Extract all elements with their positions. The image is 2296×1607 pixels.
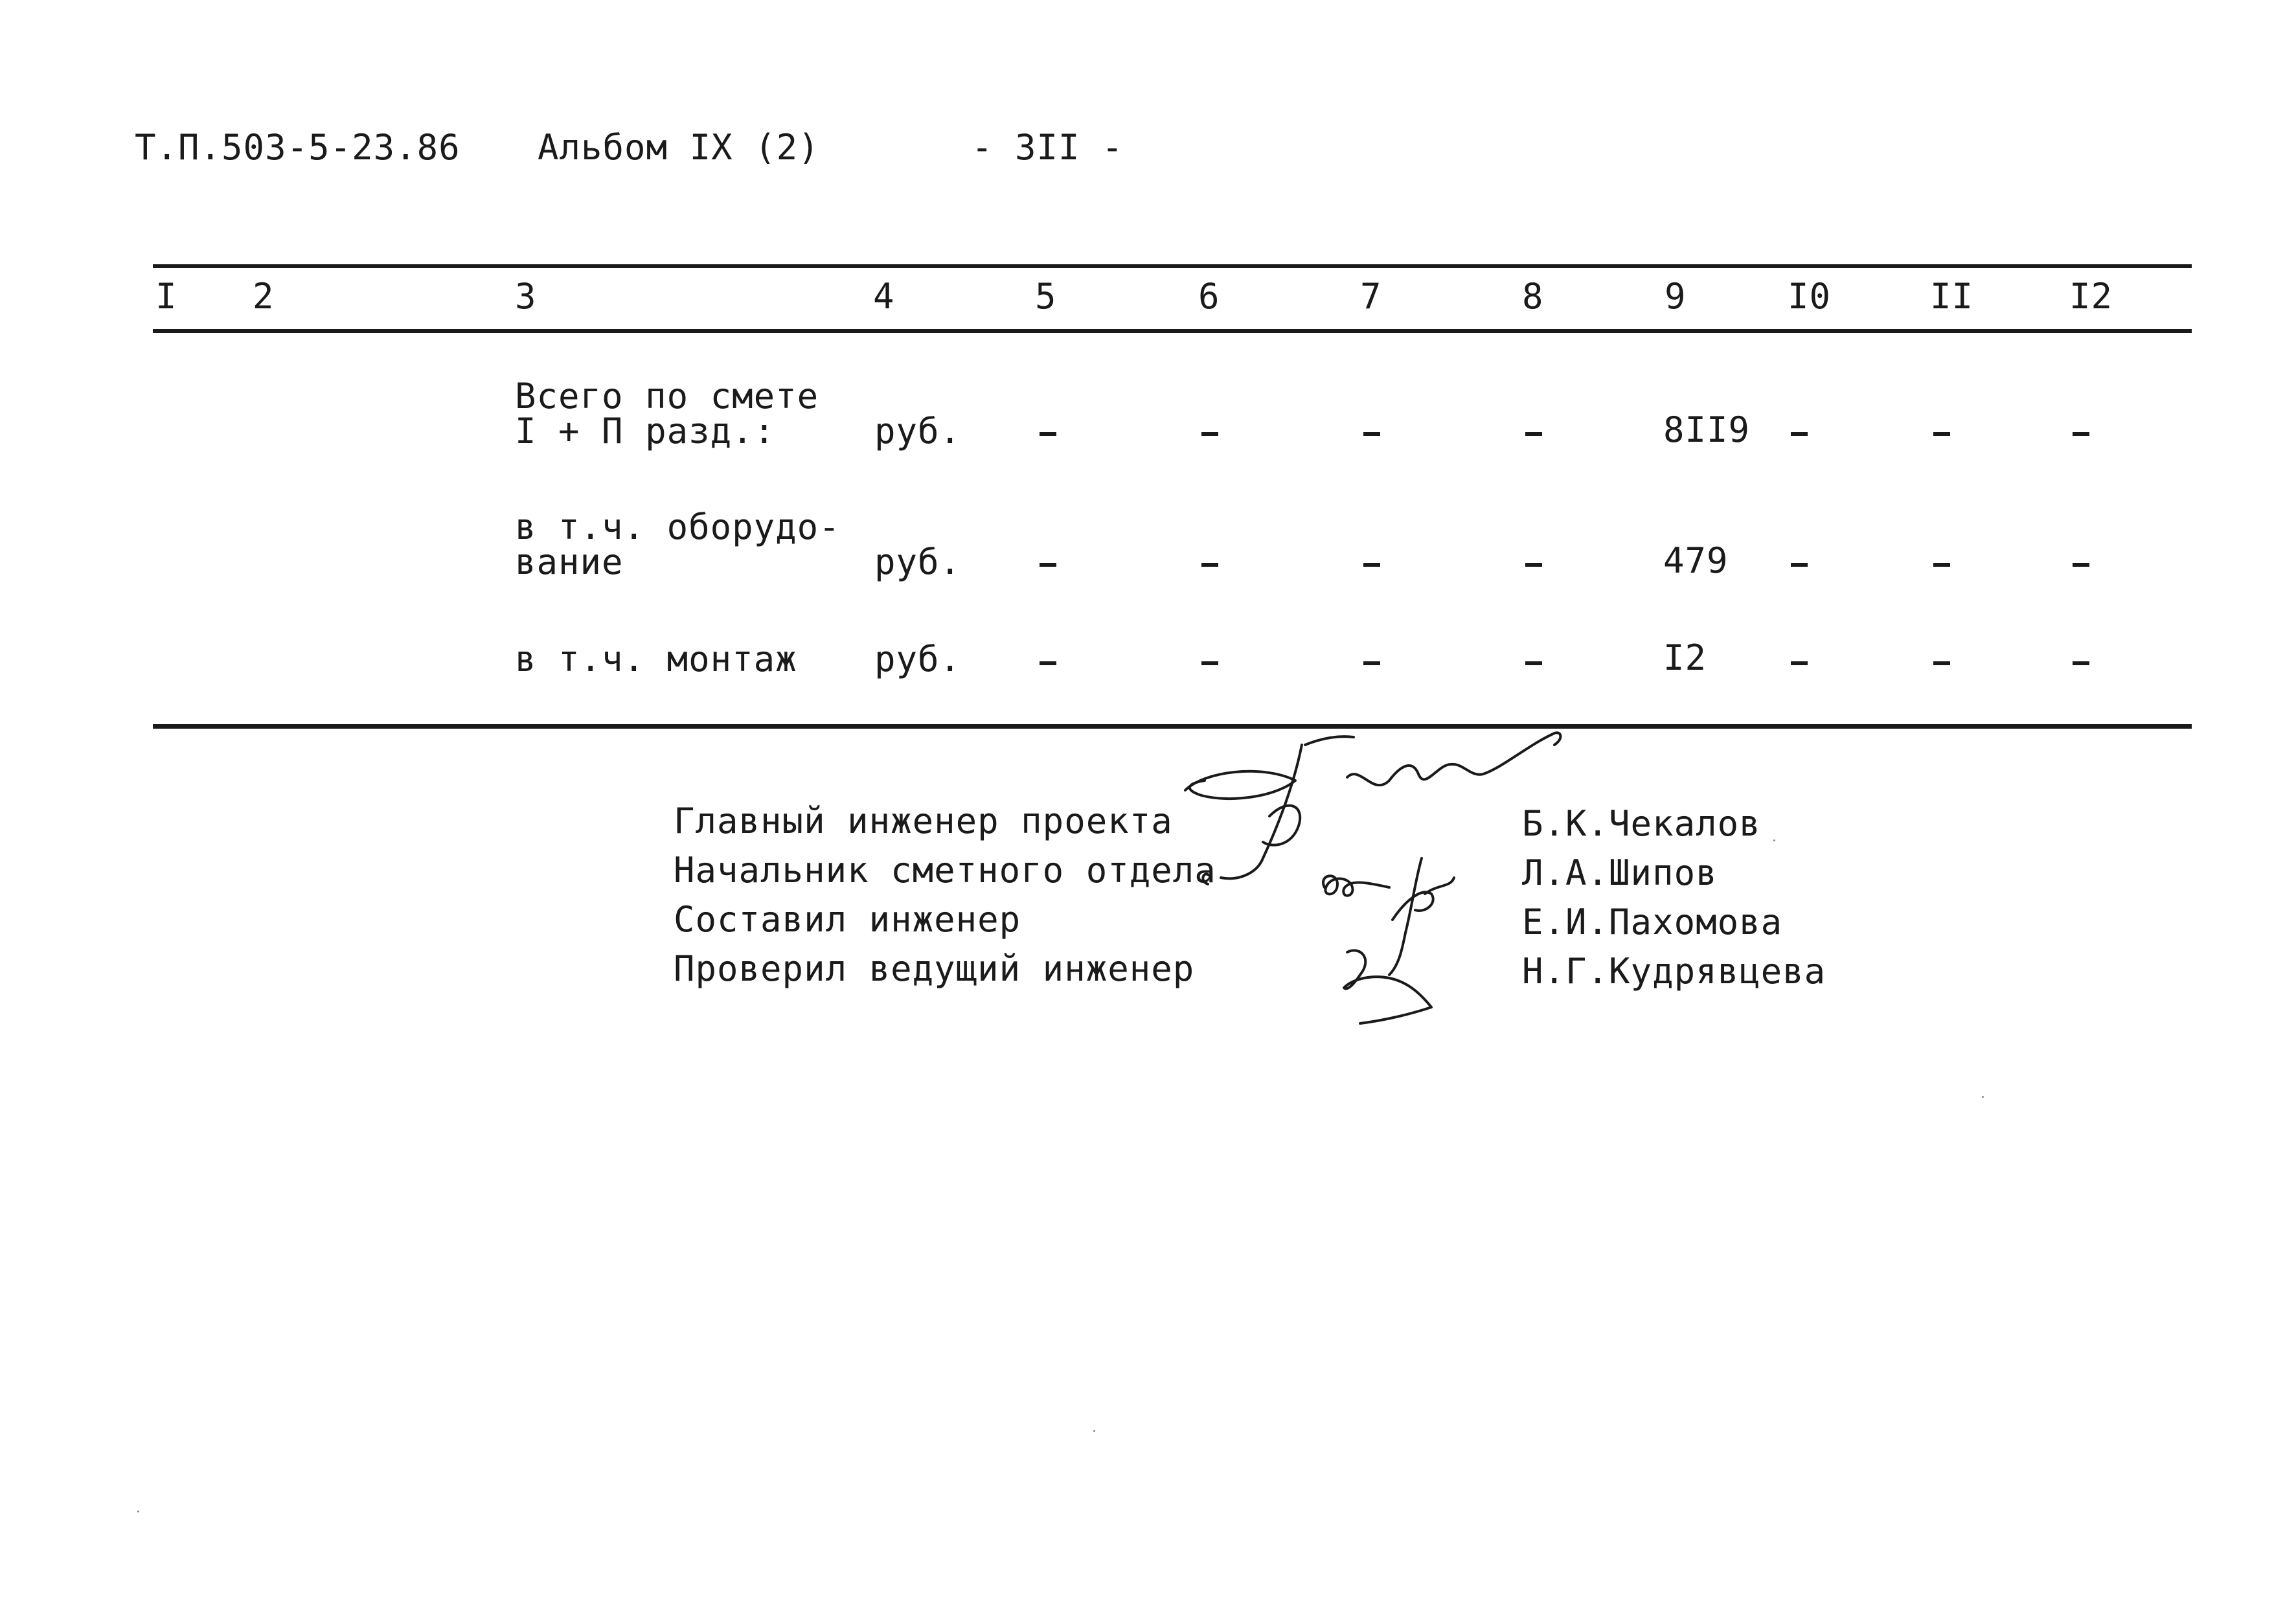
empty-cell-dash	[1525, 661, 1542, 665]
table-header-rule	[153, 329, 2192, 333]
column-number: I	[155, 276, 177, 317]
empty-cell-dash	[1040, 563, 1056, 567]
column-number: 5	[1035, 276, 1057, 317]
empty-cell-dash	[1791, 661, 1808, 665]
column-number: 4	[873, 276, 895, 317]
empty-cell-dash	[2073, 563, 2089, 567]
signer-role: Начальник сметного отдела	[674, 850, 1216, 891]
row-value: I2	[1663, 637, 1707, 678]
column-number: II	[1930, 276, 1974, 317]
signer-role: Составил инженер	[674, 899, 1021, 940]
empty-cell-dash	[1791, 432, 1808, 436]
empty-cell-dash	[1040, 661, 1056, 665]
empty-cell-dash	[1525, 563, 1542, 567]
row-value: 479	[1663, 540, 1729, 581]
scan-speck	[1093, 1430, 1095, 1432]
signer-role: Главный инженер проекта	[674, 801, 1173, 841]
row-name-line: вание	[515, 541, 624, 582]
album-title: Альбом IX (2)	[538, 127, 820, 168]
empty-cell-dash	[1201, 432, 1218, 436]
column-number: I0	[1788, 276, 1832, 317]
empty-cell-dash	[1791, 563, 1808, 567]
signer-name: Б.К.Чекалов	[1522, 803, 1761, 844]
scan-speck	[137, 1510, 139, 1512]
row-value: 8II9	[1663, 409, 1751, 450]
column-number: 8	[1522, 276, 1544, 317]
scan-speck	[1982, 1096, 1984, 1098]
empty-cell-dash	[1201, 661, 1218, 665]
empty-cell-dash	[1933, 661, 1950, 665]
signer-name: Л.А.Шипов	[1522, 852, 1718, 893]
page-number: - 3II -	[972, 127, 1124, 168]
empty-cell-dash	[1933, 432, 1950, 436]
row-unit: руб.	[874, 411, 962, 451]
row-name-line: I + П разд.:	[515, 411, 776, 451]
row-unit: руб.	[874, 541, 962, 582]
empty-cell-dash	[1363, 661, 1380, 665]
signer-name: Е.И.Пахомова	[1522, 902, 1783, 942]
empty-cell-dash	[1201, 563, 1218, 567]
handwritten-signature	[1166, 719, 1658, 1043]
empty-cell-dash	[1933, 563, 1950, 567]
column-number: 9	[1665, 276, 1687, 317]
signer-role: Проверил ведущий инженер	[674, 948, 1195, 989]
row-name-line: Всего по смете	[515, 376, 819, 416]
document-code: Т.П.503-5-23.86	[135, 127, 460, 168]
empty-cell-dash	[2073, 432, 2089, 436]
row-name-line: в т.ч. монтаж	[515, 639, 797, 679]
empty-cell-dash	[2073, 661, 2089, 665]
column-number: 2	[253, 276, 275, 317]
empty-cell-dash	[1363, 432, 1380, 436]
column-number: I2	[2069, 276, 2113, 317]
table-top-rule	[153, 264, 2192, 268]
column-number: 3	[515, 276, 537, 317]
empty-cell-dash	[1525, 432, 1542, 436]
row-unit: руб.	[874, 639, 962, 679]
column-number: 6	[1198, 276, 1220, 317]
row-name-line: в т.ч. оборудо-	[515, 507, 841, 547]
scan-speck	[1773, 839, 1775, 841]
empty-cell-dash	[1040, 432, 1056, 436]
signer-name: Н.Г.Кудрявцева	[1522, 951, 1826, 992]
column-number: 7	[1360, 276, 1382, 317]
empty-cell-dash	[1363, 563, 1380, 567]
